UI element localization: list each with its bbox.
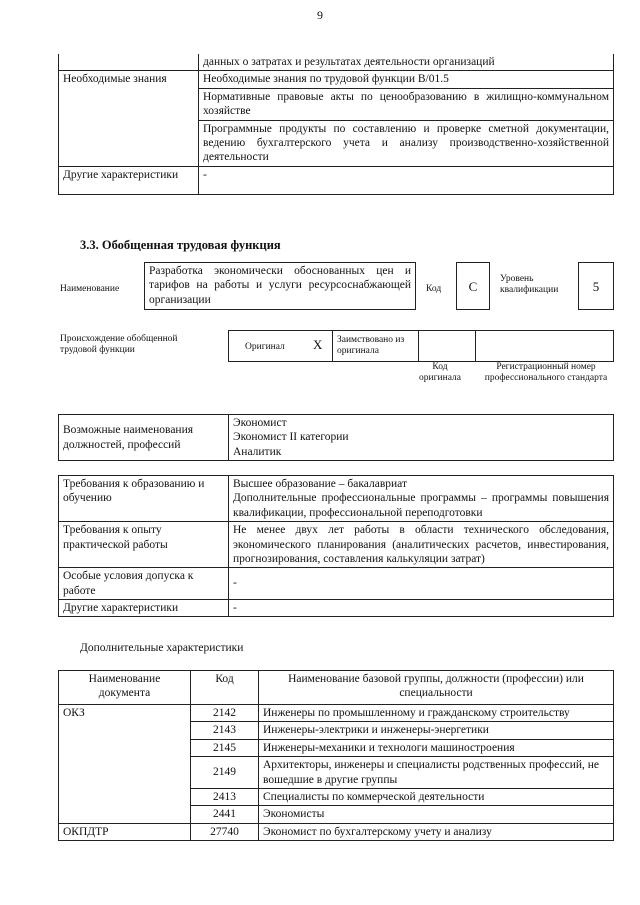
- okz-code: 2441: [191, 806, 259, 823]
- top-table-empty-cell: [59, 54, 199, 71]
- header-code: Код: [191, 671, 259, 705]
- original-mark: X: [313, 337, 323, 352]
- position-item: Экономист: [233, 417, 287, 429]
- experience-value: Не менее двух лет работы в области технического обследования, экономического планирования (аналитических расчетов, инвестирования, прогнозирования, составления калькуляции затрат): [229, 522, 614, 568]
- okz-code: 2145: [191, 739, 259, 756]
- origin-label: Происхождение обобщенной трудовой функции: [60, 334, 178, 356]
- okz-code: 2413: [191, 788, 259, 805]
- requirements-table: [58, 475, 614, 617]
- education-value: [229, 476, 614, 522]
- top-table-cont-text: данных о затратах и результатах деятельности организаций: [199, 54, 614, 71]
- okz-name: Специалисты по коммерческой деятельности: [259, 788, 614, 805]
- education-line: Высшее образование – бакалавриат: [233, 478, 407, 490]
- positions-label: Возможные наименования должностей, профессий: [59, 415, 229, 461]
- origin-divider: [332, 331, 333, 362]
- section-title: 3.3. Обобщенная трудовая функция: [80, 238, 281, 252]
- qualification-level-value: 5: [578, 262, 614, 310]
- okz-name: Инженеры-механики и технологи машиностроения: [259, 739, 614, 756]
- page-number: 9: [317, 8, 323, 22]
- original-label: Оригинал: [245, 342, 285, 352]
- education-label: Требования к образованию и обучению: [59, 476, 229, 522]
- other-characteristics-value: -: [199, 166, 614, 194]
- okz-name: Архитекторы, инженеры и специалисты родственных профессий, не вошедшие в другие группы: [259, 757, 614, 789]
- qualification-level-label: Уровень квалификации: [500, 274, 559, 296]
- position-item: Аналитик: [233, 445, 282, 458]
- okz-name: Инженеры-электрики и инженеры-энергетики: [259, 722, 614, 739]
- okz-code: 2142: [191, 705, 259, 722]
- special-conditions-label: Особые условия допуска к работе: [59, 568, 229, 600]
- origin-divider: [475, 331, 476, 362]
- top-knowledge-table: [58, 54, 614, 195]
- okz-code: 2149: [191, 757, 259, 789]
- okz-code: 2143: [191, 722, 259, 739]
- knowledge-label: Необходимые знания: [59, 71, 199, 166]
- function-code-value: С: [456, 262, 490, 310]
- function-name-value: Разработка экономически обоснованных цен и тарифов на работы и услуги ресурсоснабжающей организации: [144, 262, 416, 310]
- function-code-label: Код: [426, 284, 442, 294]
- borrowed-label: Заимствовано из оригинала: [337, 335, 405, 357]
- origin-box: [228, 330, 614, 362]
- positions-table: [58, 414, 614, 461]
- function-name-label: Наименование: [60, 284, 120, 294]
- special-conditions-value: -: [229, 568, 614, 600]
- position-item: Экономист II категории: [233, 431, 349, 444]
- okz-name: Инженеры по промышленному и гражданскому строительству: [259, 705, 614, 722]
- registration-number-caption: Регистрационный номер профессионального стандарта: [484, 362, 608, 384]
- okz-label: ОКЗ: [59, 705, 191, 824]
- okpdtr-label: ОКПДТР: [59, 823, 191, 840]
- education-line: Дополнительные профессиональные программы – программы повышения квалификации, профессиональной переподготовки: [233, 492, 609, 519]
- positions-list: [229, 415, 614, 461]
- other-characteristics-label: Другие характеристики: [59, 166, 199, 194]
- extra-characteristics-title: Дополнительные характеристики: [80, 642, 244, 654]
- experience-label: Требования к опыту практической работы: [59, 522, 229, 568]
- origin-divider: [418, 331, 419, 362]
- okpdtr-name: Экономист по бухгалтерскому учету и анализу: [259, 823, 614, 840]
- header-group-name: Наименование базовой группы, должности (профессии) или специальности: [259, 671, 614, 705]
- knowledge-item: Необходимые знания по трудовой функции В/01.5: [199, 71, 614, 88]
- okpdtr-code: 27740: [191, 823, 259, 840]
- header-document: Наименование документа: [59, 671, 191, 705]
- other-characteristics-label: Другие характеристики: [59, 600, 229, 617]
- code-original-caption: Код оригинала: [419, 362, 461, 384]
- knowledge-item: Нормативные правовые акты по ценообразованию в жилищно-коммунальном хозяйстве: [199, 88, 614, 120]
- knowledge-item: Программные продукты по составлению и проверке сметной документации, ведению бухгалтерского учета и анализу производственно-хозяйственной деятельности: [199, 120, 614, 166]
- other-characteristics-value: -: [229, 600, 614, 617]
- extra-characteristics-table: [58, 670, 614, 841]
- okz-name: Экономисты: [259, 806, 614, 823]
